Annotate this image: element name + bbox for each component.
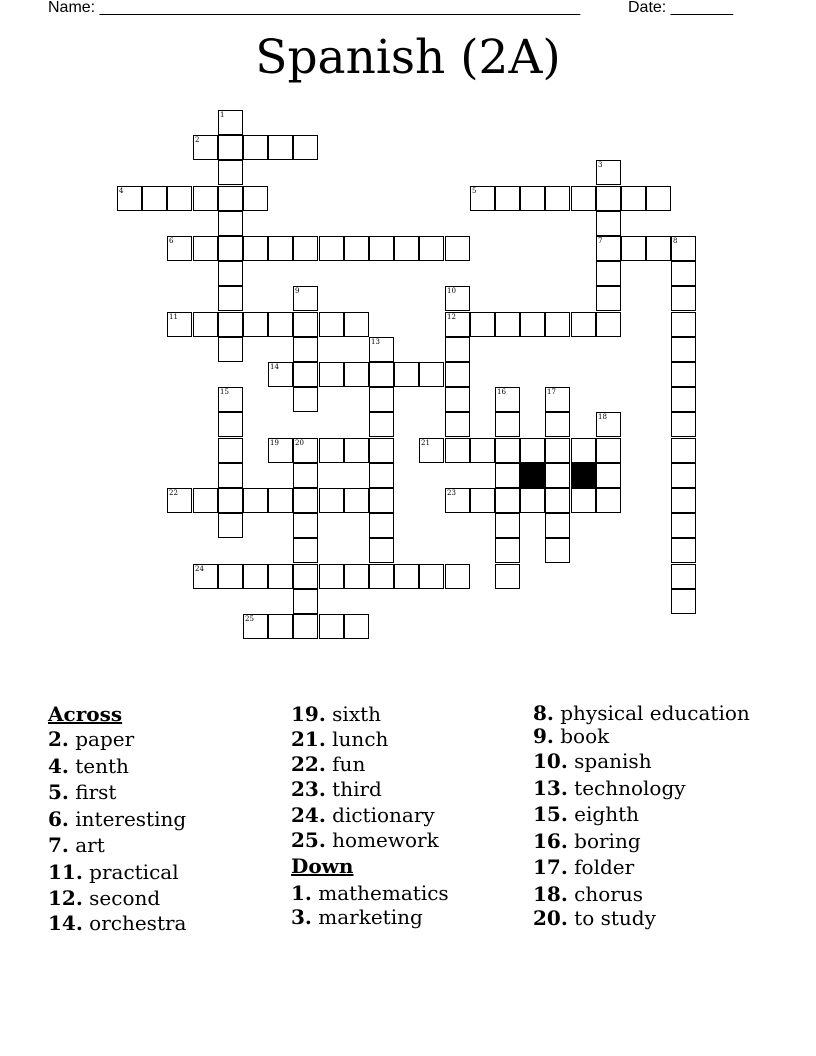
- grid-cell[interactable]: [193, 135, 218, 160]
- grid-cell[interactable]: [218, 286, 243, 311]
- grid-cell[interactable]: [369, 488, 394, 513]
- clue-number: 15: [220, 388, 229, 396]
- grid-cell[interactable]: [293, 614, 318, 639]
- clue-across: 2. paper: [48, 727, 135, 751]
- grid-cell[interactable]: [445, 412, 470, 437]
- grid-cell[interactable]: [571, 312, 596, 337]
- grid-cell[interactable]: [596, 211, 621, 236]
- grid-cell[interactable]: [596, 186, 621, 211]
- grid-cell[interactable]: [419, 236, 444, 261]
- grid-cell[interactable]: [470, 438, 495, 463]
- grid-cell[interactable]: [293, 513, 318, 538]
- grid-cell[interactable]: [344, 312, 369, 337]
- clue-number: 8: [673, 237, 678, 245]
- grid-cell[interactable]: [243, 488, 268, 513]
- grid-cell[interactable]: [419, 564, 444, 589]
- grid-cell[interactable]: [596, 463, 621, 488]
- grid-cell[interactable]: [344, 488, 369, 513]
- grid-cell[interactable]: [571, 438, 596, 463]
- grid-cell[interactable]: [293, 362, 318, 387]
- grid-cell[interactable]: [596, 286, 621, 311]
- grid-cell[interactable]: [671, 438, 696, 463]
- grid-cell[interactable]: [671, 412, 696, 437]
- clue-across: 25. homework: [291, 827, 439, 852]
- grid-cell[interactable]: [621, 236, 646, 261]
- grid-cell[interactable]: [319, 438, 344, 463]
- grid-cell[interactable]: [596, 412, 621, 437]
- grid-cell[interactable]: [369, 463, 394, 488]
- clue-down: 17. folder: [533, 855, 635, 879]
- grid-cell[interactable]: [369, 362, 394, 387]
- clue-number: 12: [447, 313, 456, 321]
- grid-cell[interactable]: [268, 236, 293, 261]
- clue-down: 15. eighth: [533, 802, 639, 826]
- grid-cell[interactable]: [344, 236, 369, 261]
- grid-cell[interactable]: [671, 513, 696, 538]
- grid-cell[interactable]: [344, 614, 369, 639]
- grid-cell[interactable]: [293, 463, 318, 488]
- clue-number: 7: [598, 237, 603, 245]
- grid-cell[interactable]: [394, 362, 419, 387]
- grid-cell[interactable]: [218, 186, 243, 211]
- grid-cell[interactable]: [243, 186, 268, 211]
- grid-cell[interactable]: [445, 236, 470, 261]
- grid-cell[interactable]: [268, 564, 293, 589]
- grid-cell[interactable]: [671, 261, 696, 286]
- grid-cell[interactable]: [218, 135, 243, 160]
- grid-cell[interactable]: [218, 211, 243, 236]
- grid-cell[interactable]: [646, 236, 671, 261]
- grid-cell[interactable]: [495, 312, 520, 337]
- grid-cell[interactable]: [394, 564, 419, 589]
- grid-cell[interactable]: [495, 538, 520, 563]
- grid-cell[interactable]: [520, 186, 545, 211]
- grid-cell[interactable]: [571, 186, 596, 211]
- grid-cell[interactable]: [445, 564, 470, 589]
- grid-cell[interactable]: [218, 412, 243, 437]
- clue-number: 18: [598, 413, 607, 421]
- grid-cell[interactable]: [470, 488, 495, 513]
- grid-cell[interactable]: [369, 538, 394, 563]
- grid-cell[interactable]: [193, 186, 218, 211]
- grid-cell[interactable]: [545, 387, 570, 412]
- clue-down: 3. marketing: [291, 905, 423, 929]
- clue-number: 9: [295, 287, 300, 295]
- grid-cell[interactable]: [268, 614, 293, 639]
- grid-cell[interactable]: [545, 463, 570, 488]
- clue-across: 14. orchestra: [48, 910, 187, 935]
- down-heading: Down: [291, 853, 354, 878]
- grid-cell[interactable]: [671, 463, 696, 488]
- grid-cell[interactable]: [218, 160, 243, 185]
- grid-cell[interactable]: [293, 135, 318, 160]
- grid-cell[interactable]: [445, 312, 470, 337]
- clue-down: 16. boring: [533, 828, 641, 853]
- clue-number: 23: [447, 489, 456, 497]
- grid-cell[interactable]: [596, 438, 621, 463]
- clue-across: 19. sixth: [291, 702, 382, 726]
- grid-cell[interactable]: [319, 312, 344, 337]
- clue-number: 14: [270, 363, 279, 371]
- clue-across: 22. fun: [291, 751, 366, 776]
- grid-cell[interactable]: [495, 387, 520, 412]
- clue-number: 25: [245, 615, 254, 623]
- grid-cell[interactable]: [167, 312, 192, 337]
- grid-cell[interactable]: [319, 614, 344, 639]
- grid-cell[interactable]: [596, 488, 621, 513]
- name-line: Name: ______________________________________________________: [48, 0, 581, 16]
- grid-cell[interactable]: [495, 564, 520, 589]
- clue-number: 17: [547, 388, 556, 396]
- grid-cell[interactable]: [445, 286, 470, 311]
- grid-cell[interactable]: [596, 261, 621, 286]
- clue-down: 20. to study: [533, 906, 656, 930]
- grid-cell[interactable]: [671, 286, 696, 311]
- grid-cell[interactable]: [218, 387, 243, 412]
- grid-cell[interactable]: [293, 387, 318, 412]
- grid-cell[interactable]: [520, 438, 545, 463]
- grid-cell[interactable]: [671, 387, 696, 412]
- grid-cell[interactable]: [470, 186, 495, 211]
- grid-cell[interactable]: [445, 337, 470, 362]
- clue-down: 18. chorus: [533, 881, 643, 906]
- grid-cell[interactable]: [520, 488, 545, 513]
- grid-cell[interactable]: [545, 438, 570, 463]
- grid-cell[interactable]: [243, 312, 268, 337]
- grid-cell[interactable]: [369, 513, 394, 538]
- grid-cell[interactable]: [218, 236, 243, 261]
- clue-down: 13. technology: [533, 775, 686, 800]
- grid-cell[interactable]: [495, 488, 520, 513]
- grid-cell[interactable]: [445, 387, 470, 412]
- grid-cell[interactable]: [193, 488, 218, 513]
- grid-cell[interactable]: [243, 564, 268, 589]
- grid-block-cell: [571, 463, 596, 488]
- clue-number: 19: [270, 439, 279, 447]
- clue-number: 24: [195, 565, 204, 573]
- clue-across: 7. art: [48, 833, 105, 857]
- grid-cell[interactable]: [344, 362, 369, 387]
- clue-down: 8. physical education: [533, 701, 750, 725]
- grid-cell[interactable]: [545, 538, 570, 563]
- grid-cell[interactable]: [268, 312, 293, 337]
- clue-across: 12. second: [48, 886, 161, 910]
- grid-cell[interactable]: [167, 236, 192, 261]
- grid-cell[interactable]: [369, 564, 394, 589]
- grid-cell[interactable]: [495, 438, 520, 463]
- clue-number: 22: [169, 489, 178, 497]
- grid-block-cell: [520, 463, 545, 488]
- grid-cell[interactable]: [495, 513, 520, 538]
- grid-cell[interactable]: [319, 564, 344, 589]
- clue-across: 5. first: [48, 780, 117, 804]
- grid-cell[interactable]: [319, 362, 344, 387]
- clue-number: 16: [497, 388, 506, 396]
- grid-cell[interactable]: [293, 488, 318, 513]
- grid-cell[interactable]: [293, 564, 318, 589]
- grid-cell[interactable]: [369, 236, 394, 261]
- grid-cell[interactable]: [369, 412, 394, 437]
- grid-cell[interactable]: [218, 513, 243, 538]
- grid-cell[interactable]: [218, 110, 243, 135]
- clue-number: 11: [169, 313, 178, 321]
- grid-cell[interactable]: [596, 160, 621, 185]
- page-title: Spanish (2A): [255, 30, 561, 85]
- grid-cell[interactable]: [545, 488, 570, 513]
- grid-cell[interactable]: [193, 312, 218, 337]
- across-heading: Across: [48, 702, 123, 726]
- grid-cell[interactable]: [671, 236, 696, 261]
- grid-cell[interactable]: [243, 135, 268, 160]
- grid-cell[interactable]: [344, 564, 369, 589]
- clue-number: 6: [169, 237, 174, 245]
- grid-cell[interactable]: [545, 513, 570, 538]
- grid-cell[interactable]: [419, 438, 444, 463]
- grid-cell[interactable]: [167, 186, 192, 211]
- grid-cell[interactable]: [243, 236, 268, 261]
- date-line: Date: _______: [628, 0, 733, 16]
- clue-down: 9. book: [533, 724, 610, 748]
- clue-down: 10. spanish: [533, 749, 652, 773]
- clue-number: 21: [421, 439, 430, 447]
- clue-across: 23. third: [291, 776, 382, 801]
- grid-cell[interactable]: [218, 488, 243, 513]
- grid-cell[interactable]: [293, 337, 318, 362]
- clue-column-1: [48, 702, 293, 935]
- grid-cell[interactable]: [243, 614, 268, 639]
- clue-down: 1. mathematics: [291, 880, 449, 905]
- grid-cell[interactable]: [621, 186, 646, 211]
- grid-cell[interactable]: [495, 412, 520, 437]
- grid-cell[interactable]: [671, 312, 696, 337]
- grid-cell[interactable]: [671, 564, 696, 589]
- grid-cell[interactable]: [571, 488, 596, 513]
- grid-cell[interactable]: [470, 312, 495, 337]
- clue-column-2: [291, 702, 536, 929]
- grid-cell[interactable]: [268, 362, 293, 387]
- grid-cell[interactable]: [319, 488, 344, 513]
- grid-cell[interactable]: [167, 488, 192, 513]
- grid-cell[interactable]: [495, 186, 520, 211]
- grid-cell[interactable]: [293, 438, 318, 463]
- grid-cell[interactable]: [445, 438, 470, 463]
- grid-cell[interactable]: [646, 186, 671, 211]
- grid-cell[interactable]: [495, 463, 520, 488]
- grid-cell[interactable]: [268, 488, 293, 513]
- grid-cell[interactable]: [218, 438, 243, 463]
- grid-cell[interactable]: [545, 312, 570, 337]
- clue-across: 21. lunch: [291, 727, 389, 751]
- clue-number: 1: [220, 111, 225, 119]
- clue-across: 6. interesting: [48, 806, 187, 831]
- grid-cell[interactable]: [193, 564, 218, 589]
- clue-number: 3: [598, 161, 603, 169]
- clue-number: 20: [295, 439, 304, 447]
- grid-cell[interactable]: [671, 362, 696, 387]
- clue-number: 5: [472, 187, 477, 195]
- grid-cell[interactable]: [319, 236, 344, 261]
- grid-cell[interactable]: [671, 337, 696, 362]
- grid-cell[interactable]: [369, 387, 394, 412]
- grid-cell[interactable]: [293, 286, 318, 311]
- grid-cell[interactable]: [293, 538, 318, 563]
- grid-cell[interactable]: [218, 337, 243, 362]
- grid-cell[interactable]: [268, 438, 293, 463]
- grid-cell[interactable]: [596, 236, 621, 261]
- grid-cell[interactable]: [394, 236, 419, 261]
- clue-column-3: [533, 702, 778, 930]
- grid-cell[interactable]: [218, 312, 243, 337]
- grid-cell[interactable]: [344, 438, 369, 463]
- clue-number: 13: [371, 338, 380, 346]
- grid-cell[interactable]: [218, 463, 243, 488]
- grid-cell[interactable]: [671, 538, 696, 563]
- grid-cell[interactable]: [369, 337, 394, 362]
- grid-cell[interactable]: [545, 186, 570, 211]
- grid-cell[interactable]: [218, 564, 243, 589]
- clue-number: 4: [119, 187, 124, 195]
- grid-cell[interactable]: [293, 236, 318, 261]
- grid-cell[interactable]: [545, 412, 570, 437]
- clue-across: 11. practical: [48, 859, 179, 884]
- grid-cell[interactable]: [520, 312, 545, 337]
- grid-cell[interactable]: [268, 135, 293, 160]
- grid-cell[interactable]: [369, 438, 394, 463]
- grid-cell[interactable]: [218, 261, 243, 286]
- grid-cell[interactable]: [671, 589, 696, 614]
- grid-cell[interactable]: [671, 488, 696, 513]
- clue-number: 2: [195, 136, 200, 144]
- grid-cell[interactable]: [142, 186, 167, 211]
- grid-cell[interactable]: [445, 362, 470, 387]
- grid-cell[interactable]: [596, 312, 621, 337]
- grid-cell[interactable]: [419, 362, 444, 387]
- clue-across: 4. tenth: [48, 753, 129, 778]
- grid-cell[interactable]: [445, 488, 470, 513]
- grid-cell[interactable]: [293, 589, 318, 614]
- clue-number: 10: [447, 287, 456, 295]
- clue-across: 24. dictionary: [291, 803, 435, 827]
- grid-cell[interactable]: [293, 312, 318, 337]
- grid-cell[interactable]: [193, 236, 218, 261]
- grid-cell[interactable]: [117, 186, 142, 211]
